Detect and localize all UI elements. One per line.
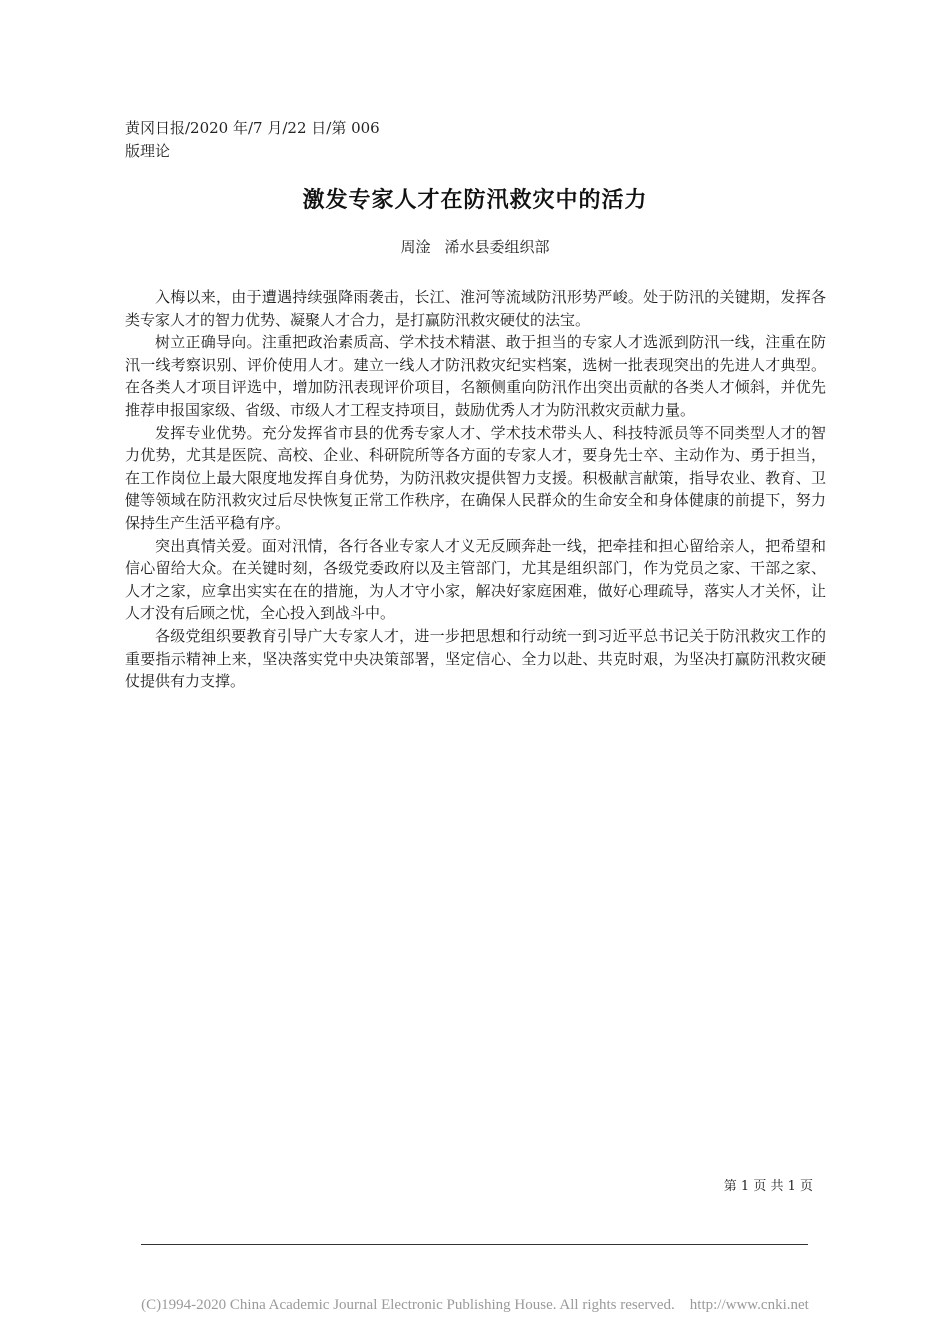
source-info	[125, 117, 395, 163]
paragraph: 突出真情关爱。面对汛情，各行各业专家人才义无反顾奔赴一线，把牵挂和担心留给亲人，把希望和信心留给大众。在关键时刻，各级党委政府以及主管部门，尤其是组织部门，作为党员之家、干部之家、人才之家，应拿出实实在在的措施，为人才守小家，解决好家庭困难，做好心理疏导，落实人才关怀，让人才没有后顾之忧，全心投入到战斗中。	[125, 536, 826, 623]
paragraph: 各级党组织要教育引导广大专家人才，进一步把思想和行动统一到习近平总书记关于防汛救灾工作的重要指示精神上来，坚决落实党中央决策部署，坚定信心、全力以赴、共克时艰，为坚决打赢防汛救灾硬仗提供有力支撑。	[125, 626, 826, 691]
paragraph: 入梅以来，由于遭遇持续强降雨袭击，长江、淮河等流域防汛形势严峻。处于防汛的关键期，发挥各类专家人才的智力优势、凝聚人才合力，是打赢防汛救灾硬仗的法宝。	[125, 288, 826, 329]
paragraph: 树立正确导向。注重把政治素质高、学术技术精湛、敢于担当的专家人才选派到防汛一线，注重在防汛一线考察识别、评价使用人才。建立一线人才防汛救灾纪实档案，选树一批表现突出的先进人才典型。在各类人才项目评选中，增加防汛表现评价项目，名额侧重向防汛作出突出贡献的各类人才倾斜，并优先推荐申报国家级、省级、市级人才工程支持项目，鼓励优秀人才为防汛救灾贡献力量。	[125, 333, 826, 419]
source-line: 黄冈日报/2020 年/7 月/22 日/第 006	[125, 119, 380, 137]
article-title: 激发专家人才在防汛救灾中的活力	[302, 188, 648, 213]
article-body	[125, 286, 826, 693]
paragraph: 发挥专业优势。充分发挥省市县的优秀专家人才、学术技术带头人、科技特派员等不同类型人才的智力优势，尤其是医院、高校、企业、科研院所等各方面的专家人才，要身先士卒、主动作为、勇于担当，在工作岗位上最大限度地发挥自身优势，为防汛救灾提供智力支援。积极献言献策，指导农业、教育、卫健等领域在防汛救灾过后尽快恢复正常工作秩序，在确保人民群众的生命安全和身体健康的前提下，努力保持生产生活平稳有序。	[125, 423, 826, 532]
author-organization: 浠水县委组织部	[444, 238, 550, 256]
page-number: 第 1 页 共 1 页	[723, 1179, 813, 1194]
source-line: 版理论	[125, 142, 171, 160]
author-name: 周淦	[400, 238, 431, 256]
copyright-notice: (C)1994-2020 China Academic Journal Electronic Publishing House. All rights reserved. http://www.cnki.net	[141, 1297, 809, 1313]
byline	[0, 236, 950, 257]
footer-divider	[141, 1244, 808, 1245]
